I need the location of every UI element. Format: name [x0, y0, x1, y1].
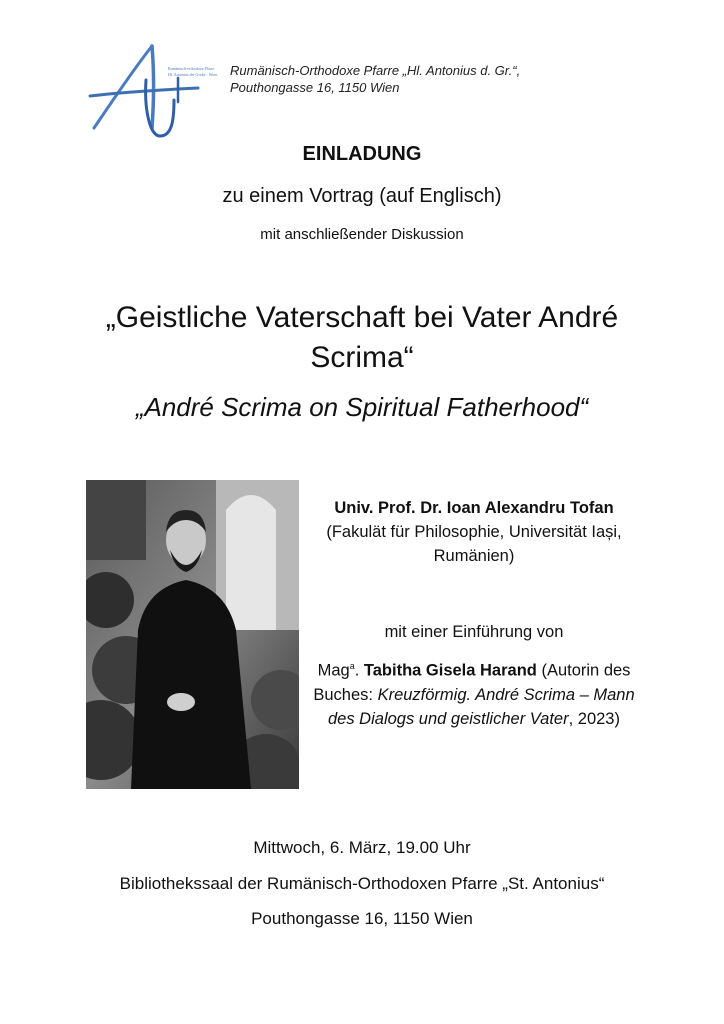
header-line-1: Rumänisch-Orthodoxe Pfarre „Hl. Antonius d. Gr.“, — [230, 63, 521, 78]
speaker-affiliation: (Fakulät für Philosophie, Universität Iași, Rumänien) — [326, 523, 622, 565]
book-title: Kreuzförmig. André Scrima – Mann des Dialogs und geistlicher Vater — [328, 685, 635, 728]
event-date-time: Mittwoch, 6. März, 19.00 Uhr — [253, 838, 471, 857]
author-prefix-dot: . — [354, 661, 364, 680]
discussion-note: mit anschließender Diskussion — [260, 226, 464, 243]
author-name: Tabitha Gisela Harand — [363, 661, 537, 680]
logo-tiny-text-1: Rumänisch-orthodoxe Pfarre — [168, 66, 215, 71]
lecture-title-english: „André Scrima on Spiritual Fatherhood“ — [135, 392, 589, 422]
header-line-2: Pouthongasse 16, 1150 Wien — [230, 80, 400, 95]
speaker-portrait-photo — [86, 480, 299, 789]
logo-tiny-text-2: Hl. Antonius der Große · Wien — [168, 72, 218, 77]
lecture-title-german: „Geistliche Vaterschaft bei Vater André Scrima“ — [105, 301, 619, 374]
introduction-label: mit einer Einführung von — [384, 623, 564, 641]
parish-logo — [88, 40, 218, 142]
speaker-block — [306, 496, 642, 568]
event-venue: Bibliothekssaal der Rumänisch-Orthodoxen Pfarre „St. Antonius“ — [119, 874, 605, 893]
portrait-photo-priest-in-cassock-icon — [86, 480, 299, 789]
event-address: Pouthongasse 16, 1150 Wien — [251, 909, 473, 928]
author-block — [306, 654, 642, 731]
alpha-omega-cross-monogram-icon — [88, 40, 218, 142]
author-prefix-sup: a — [349, 661, 355, 671]
invitation-heading: EINLADUNG — [302, 143, 422, 165]
author-text-1: (Autorin des Buches: — [313, 661, 631, 704]
speaker-name: Univ. Prof. Dr. Ioan Alexandru Tofan — [334, 499, 614, 517]
parish-header — [230, 62, 520, 96]
author-text-2: , 2023) — [568, 709, 620, 728]
lecture-subheading: zu einem Vortrag (auf Englisch) — [222, 185, 502, 207]
author-prefix: Mag — [317, 661, 350, 680]
